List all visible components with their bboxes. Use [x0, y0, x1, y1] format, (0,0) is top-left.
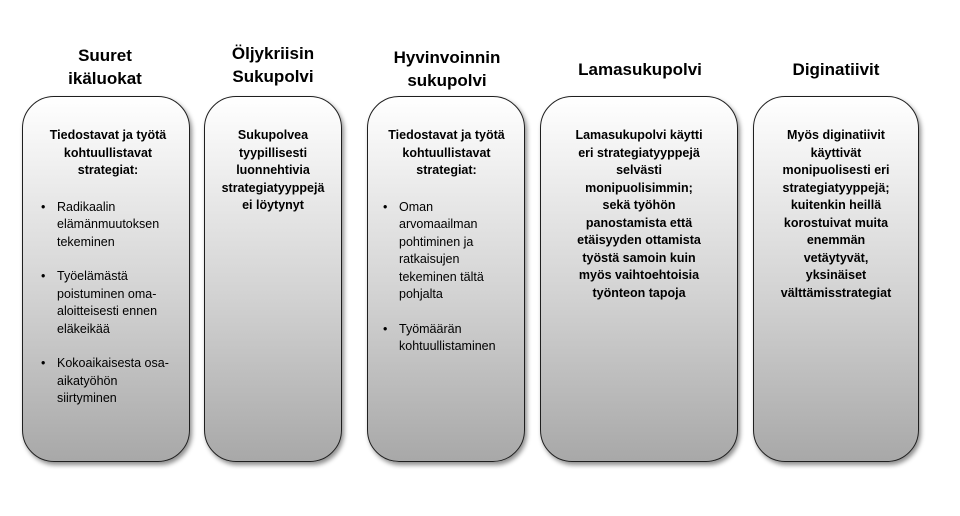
card-intro	[35, 127, 181, 180]
bullet-line: • Työelämästä	[57, 269, 128, 283]
intro-line: tyypillisesti	[238, 145, 308, 160]
intro-line: kohtuullistavat	[63, 145, 153, 160]
bullet-item	[35, 268, 181, 338]
intro-line: Sukupolvea	[237, 128, 309, 142]
intro-line: strategiat:	[416, 163, 477, 177]
bullet-line: kohtuullistaminen	[399, 339, 496, 353]
bullet-line: aikatyöhön	[57, 373, 118, 388]
bullet-line: arvomaailman	[399, 217, 478, 231]
intro-line: Tiedostavat ja työtä	[49, 128, 167, 142]
heading-line: sukupolvi	[407, 71, 487, 90]
intro-line: työstä samoin kuin	[582, 250, 696, 265]
intro-line: korostuivat muita	[783, 215, 889, 230]
card-diginatiivit	[753, 96, 919, 462]
bullet-line: elämänmuutoksen	[57, 217, 160, 231]
intro-line: ei löytynyt	[242, 198, 304, 212]
intro-line: monipuolisimmin;	[585, 180, 693, 195]
bullet-line: poistuminen oma-	[57, 286, 157, 301]
bullet-list	[377, 199, 516, 356]
card-lamasukupolvi	[540, 96, 738, 462]
bullet-line: siirtyminen	[57, 391, 117, 405]
card-suuret-ikaluokat	[22, 96, 190, 462]
heading-line: Sukupolvi	[232, 67, 314, 86]
intro-line: yksinäiset	[805, 268, 867, 282]
bullet-line: pohtiminen ja	[399, 234, 474, 249]
card-intro	[547, 127, 731, 302]
bullet-line: pohjalta	[399, 287, 443, 301]
bullet-line: • Työmäärän	[399, 321, 462, 336]
heading-line: Lamasukupolvi	[578, 60, 702, 79]
intro-line: välttämisstrategiat	[780, 285, 892, 300]
intro-line: monipuolisesti eri	[782, 163, 890, 177]
intro-line: panostamista että	[585, 215, 693, 230]
bullet-item	[35, 355, 181, 408]
bullet-line: tekeminen tältä	[399, 269, 484, 284]
intro-line: käyttivät	[810, 145, 862, 160]
bullet-line: eläkeikää	[57, 321, 110, 336]
heading-lamasukupolvi	[540, 58, 740, 81]
card-intro	[758, 127, 914, 302]
card-hyvinvoinnin-sukupolvi	[367, 96, 525, 462]
intro-line: etäisyyden ottamista	[577, 233, 701, 247]
bullet-line: tekeminen	[57, 234, 115, 249]
heading-line: Hyvinvoinnin	[393, 48, 501, 67]
bullet-line: • Radikaalin	[57, 199, 116, 214]
bullet-line: • Oman	[399, 199, 434, 214]
heading-line: Diginatiivit	[792, 60, 880, 79]
intro-line: strategiatyyppejä	[221, 180, 325, 195]
intro-line: strategiat:	[77, 163, 139, 177]
bullet-item	[377, 321, 516, 356]
card-intro	[209, 127, 337, 215]
intro-line: enemmän	[806, 233, 866, 247]
heading-suuret-ikaluokat	[20, 44, 190, 90]
bullet-line: ratkaisujen	[399, 252, 460, 266]
bullet-line: aloitteisesti ennen	[57, 304, 158, 318]
heading-oljykriisin-sukupolvi	[203, 42, 343, 88]
bullet-list	[35, 199, 181, 408]
intro-line: eri strategiatyyppejä	[578, 145, 700, 160]
heading-line: Suuret	[78, 46, 132, 65]
bullet-line: • Kokoaikaisesta osa-	[57, 356, 169, 370]
bullet-item	[35, 199, 181, 252]
intro-line: vetäytyvät,	[803, 250, 869, 265]
intro-line: kohtuullistavat	[402, 145, 491, 160]
intro-line: sekä työhön	[602, 198, 676, 212]
heading-diginatiivit	[753, 58, 919, 81]
intro-line: strategiatyyppejä;	[782, 180, 890, 195]
intro-line: myös vaihtoehtoisia	[578, 268, 700, 282]
intro-line: kuitenkin heillä	[790, 198, 882, 212]
heading-line: Öljykriisin	[231, 44, 315, 63]
intro-line: Myös diginatiivit	[787, 128, 885, 142]
card-intro	[377, 127, 516, 180]
intro-line: Tiedostavat ja työtä	[388, 128, 505, 142]
intro-line: Lamasukupolvi käytti	[575, 128, 703, 142]
intro-line: työnteon tapoja	[592, 285, 686, 300]
card-oljykriisin-sukupolvi	[204, 96, 342, 462]
intro-line: selvästi	[616, 163, 662, 177]
heading-hyvinvoinnin-sukupolvi	[367, 46, 527, 92]
intro-line: luonnehtivia	[236, 163, 310, 177]
bullet-item	[377, 199, 516, 304]
heading-line: ikäluokat	[68, 69, 142, 88]
